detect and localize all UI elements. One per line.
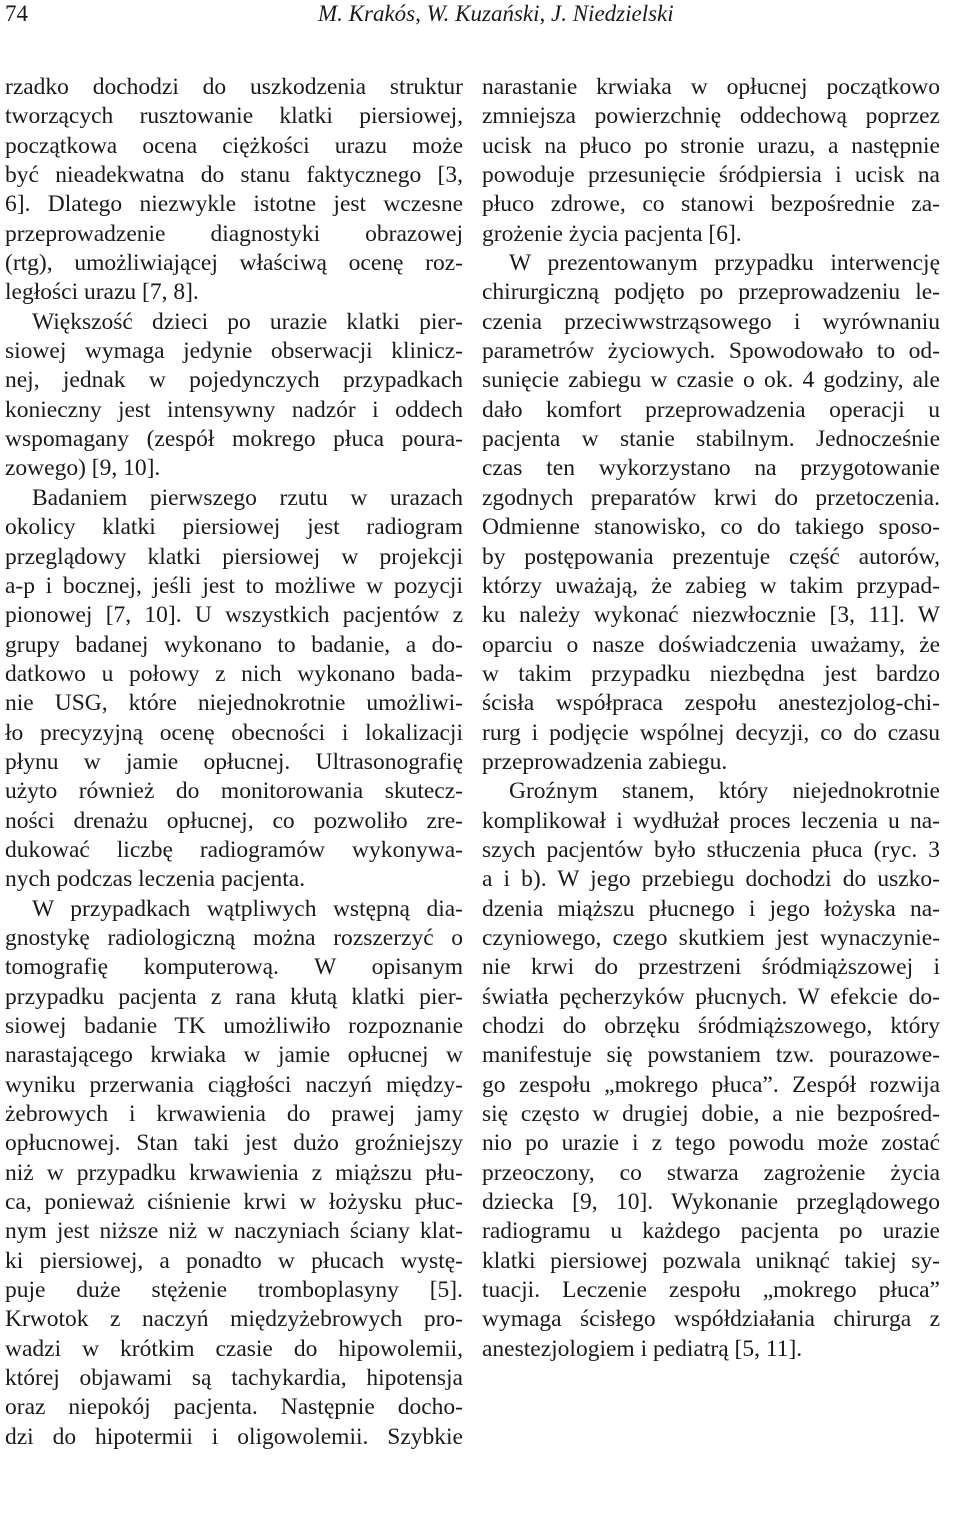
text-line: dało komfort przeprowadzenia operacji u (482, 396, 940, 423)
text-line: oparciu o nasze doświadczenia uważamy, że (482, 631, 940, 658)
text-line: przeprowadzenie diagnostyki obrazowej (5, 220, 463, 247)
text-line: ucisk na płuco po stronie urazu, a następnie (482, 132, 940, 159)
text-line: a-p i bocznej, jeśli jest to możliwe w pozycji (5, 572, 463, 599)
text-line: światła pęcherzyków płucnych. W efekcie do- (482, 983, 940, 1010)
text-line: wyniku przerwania ciągłości naczyń między- (5, 1071, 463, 1098)
text-line: dukować liczbę radiogramów wykonywa- (5, 836, 463, 863)
text-line: tworzących rusztowanie klatki piersiowej, (5, 103, 463, 130)
text-line: nio po urazie i z tego powodu może zostać (482, 1130, 940, 1157)
text-line: nym jest niższe niż w naczyniach ściany klat- (5, 1218, 463, 1245)
text-line: ca, ponieważ ciśnienie krwi w łożysku płuc- (5, 1189, 463, 1216)
text-line: Krwotok z naczyń międzyżebrowych pro- (5, 1306, 463, 1333)
text-line: zowego) [9, 10]. (5, 455, 161, 482)
text-line: grożenie życia pacjenta [6]. (482, 220, 742, 247)
text-line: początkowa ocena ciężkości urazu może (5, 132, 463, 159)
text-line: 6]. Dlatego niezwykle istotne jest wczesne (5, 191, 463, 218)
text-line: ścisła współpraca zespołu anestezjolog-chi- (482, 690, 940, 717)
text-line: Większość dzieci po urazie klatki pier- (32, 308, 463, 335)
text-line: go zespołu „mokrego płuca”. Zespół rozwija (482, 1071, 940, 1098)
text-line: ki piersiowej, a ponadto w płucach wystę- (5, 1247, 463, 1274)
text-line: chirurgiczną podjęto po przeprowadzeniu le- (482, 279, 940, 306)
text-line: W prezentowanym przypadku interwencję (509, 250, 940, 277)
text-line: tuacji. Leczenie zespołu „mokrego płuca” (482, 1277, 940, 1304)
text-line: przeglądowy klatki piersiowej w projekcji (5, 543, 463, 570)
text-line: przeprowadzenia zabiegu. (482, 748, 728, 775)
text-line: siowej wymaga jedynie obserwacji klinicz- (5, 338, 463, 365)
text-line: Odmienne stanowisko, co do takiego sposo- (482, 514, 940, 541)
text-line: tomografię komputerową. W opisanym (5, 954, 463, 981)
text-line: narastającego krwiaka w jamie opłucnej w (5, 1042, 463, 1069)
text-line: klatki piersiowej pozwala uniknąć takiej sy- (482, 1247, 940, 1274)
text-line: pacjenta w stanie stabilnym. Jednocześnie (482, 426, 940, 453)
text-line: dzenia miąższu płucnego i jego łożyska na- (482, 895, 940, 922)
text-column-left (5, 73, 463, 1513)
text-line: manifestuje się powstaniem tzw. pourazowe- (482, 1042, 940, 1069)
text-line: się często w drugiej dobie, a nie bezpośred- (482, 1101, 940, 1128)
running-head-authors: M. Krakós, W. Kuzański, J. Niedzielski (318, 1, 674, 26)
text-line: w takim przypadku niezbędna jest bardzo (482, 660, 940, 687)
text-line: przeoczony, co stwarza zagrożenie życia (482, 1159, 940, 1186)
text-line: użyto również do monitorowania skutecz- (5, 778, 463, 805)
text-line: ległości urazu [7, 8]. (5, 279, 199, 306)
text-line: której objawami są tachykardia, hipotensja (5, 1365, 463, 1392)
text-line: być nieadekwatna do stanu faktycznego [3, (5, 162, 463, 189)
text-column-right (482, 73, 940, 1513)
page-header (0, 0, 960, 40)
text-line: powoduje przesunięcie śródpiersia i ucisk na (482, 162, 940, 189)
text-line: czyniowego, czego skutkiem jest wynaczynie- (482, 924, 940, 951)
text-line: radiogramu u każdego pacjenta po urazie (482, 1218, 940, 1245)
text-line: okolicy klatki piersiowej jest radiogram (5, 514, 463, 541)
text-line: szych pacjentów było stłuczenia płuca (ryc. 3 (482, 836, 940, 863)
text-line: anestezjologiem i pediatrą [5, 11]. (482, 1335, 803, 1362)
text-line: narastanie krwiaka w opłucnej początkowo (482, 74, 940, 100)
text-line: nych podczas leczenia pacjenta. (5, 866, 306, 893)
text-line: konieczny jest intensywny nadzór i oddech (5, 396, 463, 423)
text-line: nie krwi do przestrzeni śródmiąższowej i (482, 954, 940, 981)
text-line: opłucnowej. Stan taki jest dużo groźniejszy (5, 1130, 463, 1157)
text-line: chodzi do obrzęku śródmiąższowego, który (482, 1013, 940, 1039)
text-line: zmniejsza powierzchnię oddechową poprzez (482, 103, 940, 130)
text-line: grupy badanej wykonano to badanie, a do- (5, 631, 463, 658)
text-line: rurg i podjęcie wspólnej decyzji, co do czasu (482, 719, 940, 746)
text-line: płuco zdrowe, co stanowi bezpośrednie za- (482, 191, 940, 218)
text-line: komplikował i wydłużał proces leczenia u na- (482, 807, 940, 834)
text-line: czenia przeciwwstrząsowego i wyrównaniu (482, 308, 940, 335)
text-line: wspomagany (zespół mokrego płuca poura- (5, 426, 463, 453)
text-line: datkowo u połowy z nich wykonano bada- (5, 660, 463, 687)
text-line: rzadko dochodzi do uszkodzenia struktur (5, 74, 463, 100)
text-line: nie USG, które niejednokrotnie umożliwi- (5, 690, 463, 717)
text-line: czas ten wykorzystano na przygotowanie (482, 455, 940, 482)
text-line: zgodnych preparatów krwi do przetoczenia. (482, 484, 940, 511)
text-line: którzy uważają, że zabieg w takim przypad- (482, 572, 940, 599)
text-line: żebrowych i krwawienia do prawej jamy (5, 1101, 463, 1128)
text-line: gnostykę radiologiczną można rozszerzyć o (5, 924, 463, 951)
text-line: pionowej [7, 10]. U wszystkich pacjentów z (5, 602, 463, 629)
text-line: dzi do hipotermii i oligowolemii. Szybkie (5, 1423, 463, 1450)
text-line: wymaga ścisłego współdziałania chirurga z (482, 1306, 940, 1333)
page-number: 74 (5, 1, 28, 26)
text-line: ności drenażu opłucnej, co pozwoliło zre- (5, 807, 463, 834)
text-line: ku należy wykonać niezwłocznie [3, 11]. W (482, 602, 940, 629)
text-line: oraz niepokój pacjenta. Następnie docho- (5, 1394, 463, 1421)
text-line: nej, jednak w pojedynczych przypadkach (5, 367, 463, 394)
text-line: przypadku pacjenta z rana kłutą klatki pier- (5, 983, 463, 1010)
text-line: puje duże stężenie tromboplasyny [5]. (5, 1277, 463, 1304)
text-line: ło precyzyjną ocenę obecności i lokalizacji (5, 719, 463, 746)
text-line: siowej badanie TK umożliwiło rozpoznanie (5, 1013, 463, 1039)
text-line: Badaniem pierwszego rzutu w urazach (32, 484, 463, 511)
text-line: wadzi w krótkim czasie do hipowolemii, (5, 1335, 463, 1362)
text-line: (rtg), umożliwiającej właściwą ocenę roz- (5, 250, 463, 277)
text-line: by postępowania prezentuje część autorów, (482, 543, 940, 570)
text-line: dziecka [9, 10]. Wykonanie przeglądowego (482, 1189, 940, 1216)
text-line: W przypadkach wątpliwych wstępną dia- (32, 895, 463, 922)
text-line: Groźnym stanem, który niejednokrotnie (509, 778, 940, 805)
text-line: niż w przypadku krwawienia z miąższu płu- (5, 1159, 463, 1186)
text-line: parametrów życiowych. Spowodowało to od- (482, 338, 940, 365)
text-line: sunięcie zabiegu w czasie o ok. 4 godziny, ale (482, 367, 940, 394)
text-line: płynu w jamie opłucnej. Ultrasonografię (5, 748, 463, 775)
text-line: a i b). W jego przebiegu dochodzi do uszko- (482, 866, 940, 893)
